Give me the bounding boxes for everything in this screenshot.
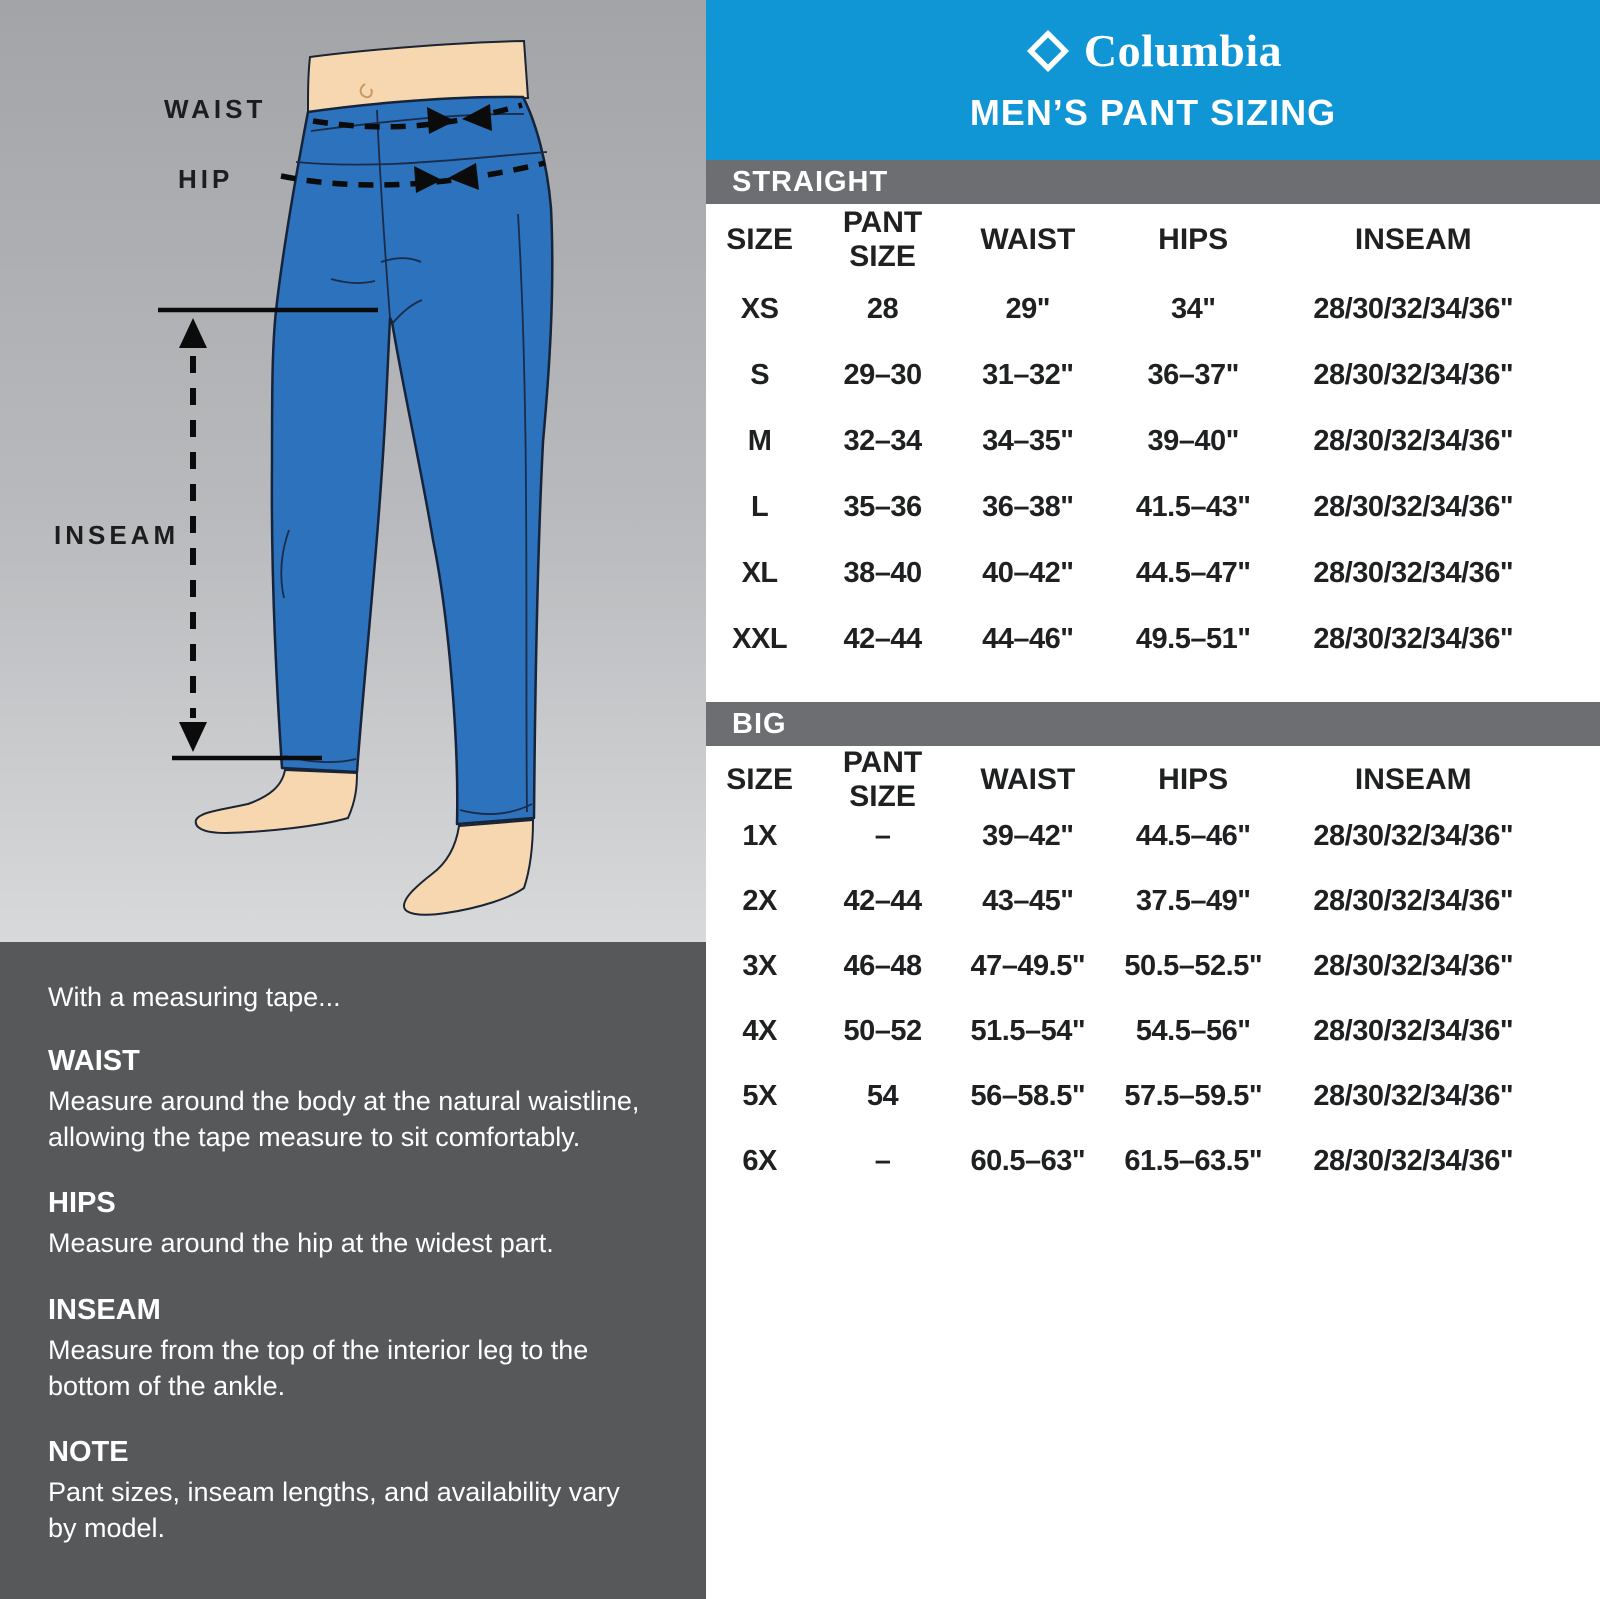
table-row bbox=[706, 474, 1600, 540]
left-foot bbox=[196, 770, 357, 833]
table-cell: 37.5–49" bbox=[1135, 885, 1251, 917]
right-foot bbox=[404, 820, 533, 915]
size-table bbox=[706, 204, 1600, 672]
table-row bbox=[706, 1064, 1600, 1129]
column-header: SIZE bbox=[726, 223, 793, 256]
section-title: STRAIGHT bbox=[732, 166, 889, 198]
table-cell: 29–30 bbox=[843, 358, 922, 391]
table-cell: 29" bbox=[1005, 292, 1051, 325]
table-cell: 32–34 bbox=[843, 424, 922, 457]
column-header: PANT SIZE bbox=[842, 206, 923, 273]
table-row bbox=[706, 869, 1600, 934]
table-cell: 40–42" bbox=[982, 556, 1074, 589]
table-cell: 28/30/32/34/36" bbox=[1313, 820, 1514, 852]
instruction-section bbox=[48, 1436, 650, 1546]
instruction-body: Pant sizes, inseam lengths, and availability vary by model. bbox=[48, 1477, 620, 1543]
page-title: MEN’S PANT SIZING bbox=[969, 92, 1337, 133]
table-cell: 54 bbox=[866, 1080, 899, 1112]
table-cell: 1X bbox=[742, 820, 777, 852]
instruction-heading: HIPS bbox=[48, 1187, 116, 1220]
pants-outline bbox=[272, 97, 552, 824]
table-cell: M bbox=[747, 424, 772, 457]
table-header-row bbox=[706, 204, 1600, 276]
table-cell: 36–37" bbox=[1147, 358, 1239, 391]
table-cell: 60.5–63" bbox=[970, 1145, 1086, 1177]
table-cell: 28/30/32/34/36" bbox=[1313, 490, 1514, 523]
waist-diagram-label: WAIST bbox=[164, 94, 267, 124]
table-cell: 50.5–52.5" bbox=[1124, 950, 1263, 982]
table-cell: 34" bbox=[1170, 292, 1216, 325]
size-table bbox=[706, 746, 1600, 1194]
table-cell: 28/30/32/34/36" bbox=[1313, 292, 1514, 325]
pants-illustration bbox=[0, 0, 706, 942]
instruction-heading: WAIST bbox=[48, 1045, 140, 1077]
instruction-heading: NOTE bbox=[48, 1436, 129, 1469]
table-row bbox=[706, 934, 1600, 999]
table-cell: 35–36 bbox=[843, 490, 922, 523]
instruction-heading: INSEAM bbox=[48, 1293, 161, 1326]
table-cell: 47–49.5" bbox=[970, 950, 1086, 982]
table-row bbox=[706, 342, 1600, 408]
instructions-intro: With a measuring tape... bbox=[48, 982, 341, 1012]
table-cell: 44.5–46" bbox=[1135, 820, 1251, 852]
section-title: BIG bbox=[732, 708, 787, 740]
table-cell: 43–45" bbox=[982, 885, 1074, 917]
table-cell: 4X bbox=[742, 1015, 777, 1047]
table-cell: 44.5–47" bbox=[1135, 556, 1251, 589]
size-section-big bbox=[706, 702, 1600, 1194]
instruction-body: Measure around the body at the natural waistline, allowing the tape measure to sit comfortably. bbox=[48, 1086, 640, 1152]
measuring-instructions-panel bbox=[0, 942, 706, 1599]
column-header: WAIST bbox=[980, 763, 1076, 796]
table-cell: 28/30/32/34/36" bbox=[1313, 1015, 1514, 1047]
column-header: SIZE bbox=[726, 763, 793, 796]
table-cell: XXL bbox=[732, 622, 788, 655]
table-cell: 42–44 bbox=[843, 885, 922, 917]
table-cell: – bbox=[874, 820, 891, 852]
table-cell: 28/30/32/34/36" bbox=[1313, 622, 1514, 655]
table-cell: 50–52 bbox=[843, 1015, 922, 1047]
instruction-body: Measure around the hip at the widest part. bbox=[48, 1228, 554, 1259]
instruction-section bbox=[48, 1187, 650, 1262]
column-header: INSEAM bbox=[1354, 763, 1472, 796]
inseam-diagram-label: INSEAM bbox=[54, 520, 180, 550]
columbia-gem-icon bbox=[1024, 27, 1072, 75]
table-cell: 57.5–59.5" bbox=[1124, 1080, 1263, 1112]
table-cell: 2X bbox=[742, 885, 777, 917]
table-cell: 3X bbox=[742, 950, 777, 982]
table-cell: 54.5–56" bbox=[1135, 1015, 1251, 1047]
table-header-row bbox=[706, 746, 1600, 813]
instructions-list bbox=[48, 1045, 650, 1546]
table-cell: 61.5–63.5" bbox=[1124, 1145, 1263, 1177]
column-header: HIPS bbox=[1158, 223, 1229, 256]
table-cell: 28/30/32/34/36" bbox=[1313, 950, 1514, 982]
table-cell: 39–40" bbox=[1147, 424, 1239, 457]
section-bar bbox=[706, 702, 1600, 746]
table-row bbox=[706, 606, 1600, 672]
table-cell: 51.5–54" bbox=[970, 1015, 1086, 1047]
hip-diagram-label: HIP bbox=[178, 164, 234, 194]
table-cell: XS bbox=[740, 292, 779, 325]
table-row bbox=[706, 540, 1600, 606]
table-row bbox=[706, 276, 1600, 342]
table-cell: 42–44 bbox=[843, 622, 922, 655]
table-cell: 34–35" bbox=[982, 424, 1074, 457]
table-cell: XL bbox=[741, 556, 778, 589]
table-cell: 28/30/32/34/36" bbox=[1313, 424, 1514, 457]
columbia-logo-text: Columbia bbox=[1083, 25, 1283, 76]
table-cell: 39–42" bbox=[982, 820, 1074, 852]
column-header: HIPS bbox=[1158, 763, 1229, 796]
table-cell: 38–40 bbox=[843, 556, 922, 589]
table-cell: 6X bbox=[742, 1145, 777, 1177]
table-cell: 36–38" bbox=[982, 490, 1074, 523]
table-cell: – bbox=[874, 1145, 891, 1177]
table-cell: 5X bbox=[742, 1080, 777, 1112]
table-cell: 56–58.5" bbox=[970, 1080, 1086, 1112]
table-cell: 49.5–51" bbox=[1135, 622, 1251, 655]
table-cell: 28/30/32/34/36" bbox=[1313, 1145, 1514, 1177]
column-header: INSEAM bbox=[1354, 223, 1472, 256]
instruction-body: Measure from the top of the interior leg to the bottom of the ankle. bbox=[48, 1334, 589, 1401]
size-section-straight bbox=[706, 160, 1600, 672]
measurement-diagram-panel bbox=[0, 0, 706, 942]
columbia-logo bbox=[706, 0, 1600, 80]
table-row bbox=[706, 408, 1600, 474]
section-bar bbox=[706, 160, 1600, 204]
instruction-section bbox=[48, 1045, 650, 1155]
instruction-section bbox=[48, 1294, 650, 1404]
table-cell: 46–48 bbox=[843, 950, 922, 982]
table-cell: S bbox=[750, 358, 770, 391]
table-row bbox=[706, 1129, 1600, 1194]
sizing-tables-panel bbox=[706, 0, 1600, 1599]
table-cell: 28 bbox=[866, 292, 899, 325]
table-cell: 44–46" bbox=[982, 622, 1074, 655]
size-tables bbox=[706, 160, 1600, 1194]
table-cell: 41.5–43" bbox=[1135, 490, 1251, 523]
table-cell: 28/30/32/34/36" bbox=[1313, 556, 1514, 589]
table-cell: L bbox=[751, 490, 769, 523]
column-header: PANT SIZE bbox=[842, 746, 923, 813]
column-header: WAIST bbox=[980, 223, 1076, 256]
table-cell: 31–32" bbox=[982, 358, 1074, 391]
table-cell: 28/30/32/34/36" bbox=[1313, 1080, 1514, 1112]
brand-header bbox=[706, 0, 1600, 160]
table-cell: 28/30/32/34/36" bbox=[1313, 885, 1514, 917]
table-cell: 28/30/32/34/36" bbox=[1313, 358, 1514, 391]
table-row bbox=[706, 999, 1600, 1064]
